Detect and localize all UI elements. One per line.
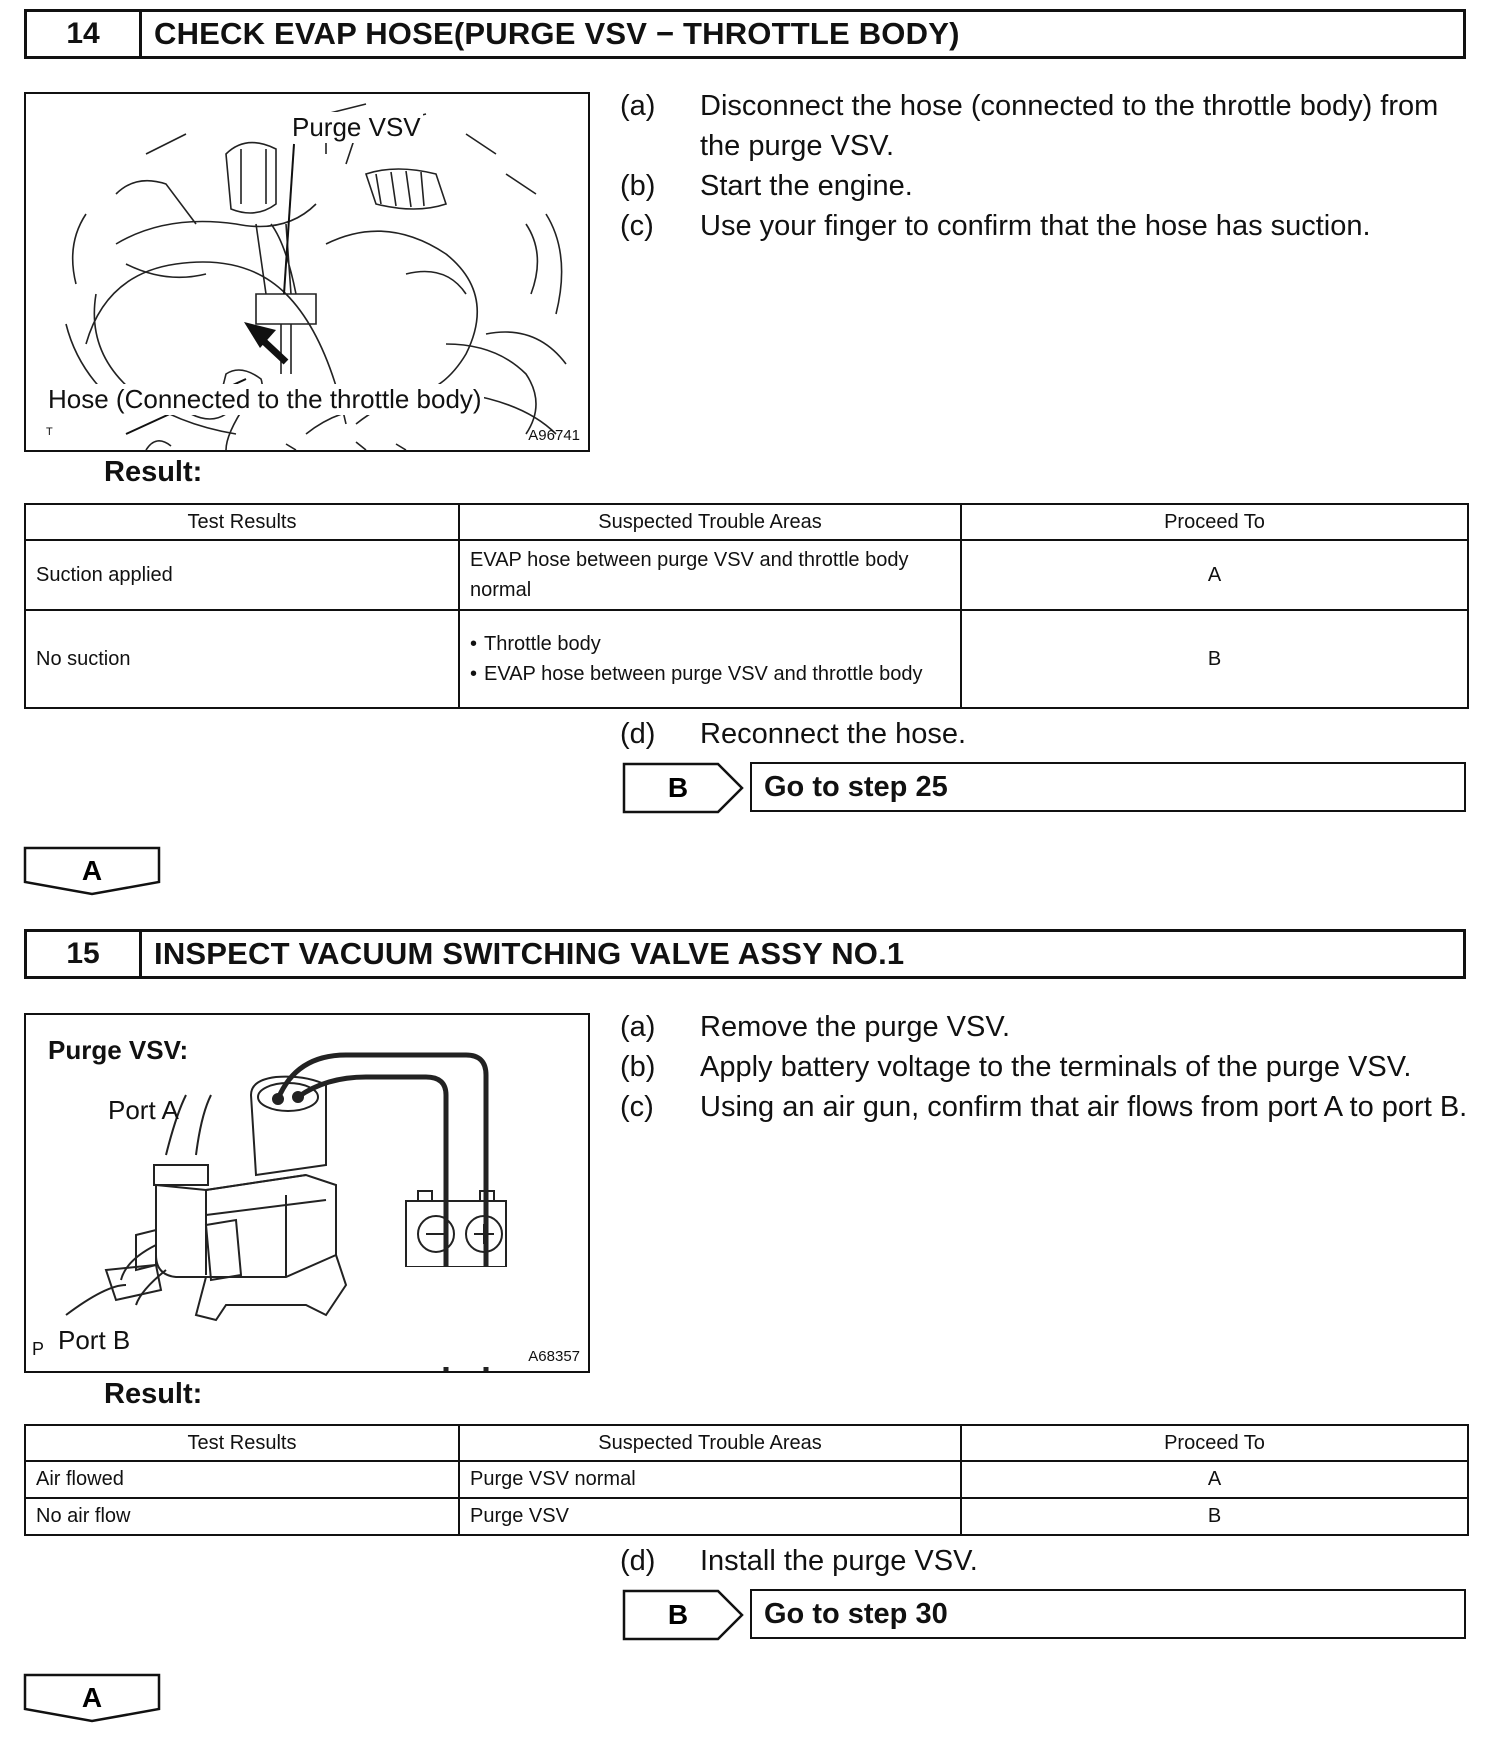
table-header-row bbox=[25, 1425, 1468, 1461]
hose-label: Hose (Connected to the throttle body) bbox=[48, 384, 482, 414]
step-number: 15 bbox=[27, 932, 142, 976]
figure-title: Purge VSV: bbox=[48, 1035, 189, 1065]
step-14-header bbox=[24, 9, 1466, 59]
trouble-area-cell bbox=[459, 610, 961, 708]
branch-a-tag[interactable] bbox=[23, 1673, 163, 1723]
step-15-result-table bbox=[24, 1424, 1469, 1536]
proceed-cell: A bbox=[961, 1461, 1468, 1498]
test-result-cell: No air flow bbox=[25, 1498, 459, 1535]
column-header: Test Results bbox=[25, 1425, 459, 1461]
trouble-area-cell: Purge VSV bbox=[459, 1498, 961, 1535]
corner-mark: P bbox=[32, 1339, 45, 1359]
branch-letter: B bbox=[667, 772, 689, 803]
proceed-cell: A bbox=[961, 540, 1468, 610]
column-header: Suspected Trouble Areas bbox=[459, 504, 961, 540]
proceed-cell: B bbox=[961, 1498, 1468, 1535]
step-15-instructions bbox=[620, 1007, 1470, 1127]
step-number: 14 bbox=[27, 12, 142, 56]
port-a-label: Port A bbox=[108, 1095, 179, 1125]
go-to-step-30[interactable]: Go to step 30 bbox=[750, 1589, 1466, 1639]
wire-mask bbox=[396, 1267, 516, 1367]
column-header: Proceed To bbox=[961, 504, 1468, 540]
arrow-icon bbox=[244, 322, 286, 362]
column-header: Proceed To bbox=[961, 1425, 1468, 1461]
instruction-d: (d) Install the purge VSV. bbox=[620, 1545, 978, 1577]
step-title: INSPECT VACUUM SWITCHING VALVE ASSY NO.1 bbox=[154, 936, 905, 971]
table-row bbox=[25, 1461, 1468, 1498]
branch-a-tag[interactable] bbox=[23, 846, 163, 896]
figure-code: A96741 bbox=[528, 427, 580, 444]
table-row bbox=[25, 610, 1468, 708]
proceed-cell: B bbox=[961, 610, 1468, 708]
table-header-row bbox=[25, 504, 1468, 540]
instruction-a: (a) Remove the purge VSV. bbox=[620, 1011, 1011, 1043]
step-14-figure bbox=[24, 92, 590, 452]
branch-b-tag[interactable] bbox=[622, 1589, 746, 1641]
table-row bbox=[25, 540, 1468, 610]
result-label: Result: bbox=[104, 456, 203, 488]
bullet-item: • EVAP hose between purge VSV and throttle body bbox=[470, 663, 923, 685]
instruction-c: (c) Using an air gun, confirm that air flows from port A to port B. bbox=[620, 1091, 1468, 1123]
instruction-b: (b) Apply battery voltage to the terminals of the purge VSV. bbox=[620, 1051, 1412, 1083]
instruction-b: (b) Start the engine. bbox=[620, 170, 913, 202]
step-15-header bbox=[24, 929, 1466, 979]
table-row bbox=[25, 1498, 1468, 1535]
step-title: CHECK EVAP HOSE(PURGE VSV − THROTTLE BODY) bbox=[154, 16, 960, 51]
step-15-figure bbox=[24, 1013, 590, 1373]
trouble-area-cell: EVAP hose between purge VSV and throttle body normal bbox=[459, 540, 961, 610]
trouble-area-cell: Purge VSV normal bbox=[459, 1461, 961, 1498]
test-result-cell: Suction applied bbox=[25, 540, 459, 610]
corner-mark: T bbox=[46, 426, 53, 438]
column-header: Test Results bbox=[25, 504, 459, 540]
branch-letter: A bbox=[81, 855, 103, 886]
result-label: Result: bbox=[104, 1378, 203, 1410]
instruction-d: (d) Reconnect the hose. bbox=[620, 718, 967, 750]
test-result-cell: Air flowed bbox=[25, 1461, 459, 1498]
column-header: Suspected Trouble Areas bbox=[459, 1425, 961, 1461]
branch-letter: A bbox=[81, 1682, 103, 1713]
branch-b-tag[interactable] bbox=[622, 762, 746, 814]
port-b-label: Port B bbox=[58, 1325, 134, 1356]
instruction-a: (a) Disconnect the hose (connected to the throttle body) from the purge VSV. bbox=[620, 90, 1439, 162]
branch-letter: B bbox=[667, 1599, 689, 1630]
battery-icon bbox=[406, 1191, 506, 1267]
step-14-instructions bbox=[620, 86, 1470, 246]
purge-vsv-label: Purge VSV bbox=[292, 112, 421, 142]
test-result-cell: No suction bbox=[25, 610, 459, 708]
instruction-c: (c) Use your finger to confirm that the hose has suction. bbox=[620, 210, 1371, 242]
figure-code: A68357 bbox=[528, 1348, 580, 1365]
go-to-step-25[interactable]: Go to step 25 bbox=[750, 762, 1466, 812]
bullet-item: • Throttle body bbox=[470, 633, 601, 655]
step-14-result-table bbox=[24, 503, 1469, 709]
